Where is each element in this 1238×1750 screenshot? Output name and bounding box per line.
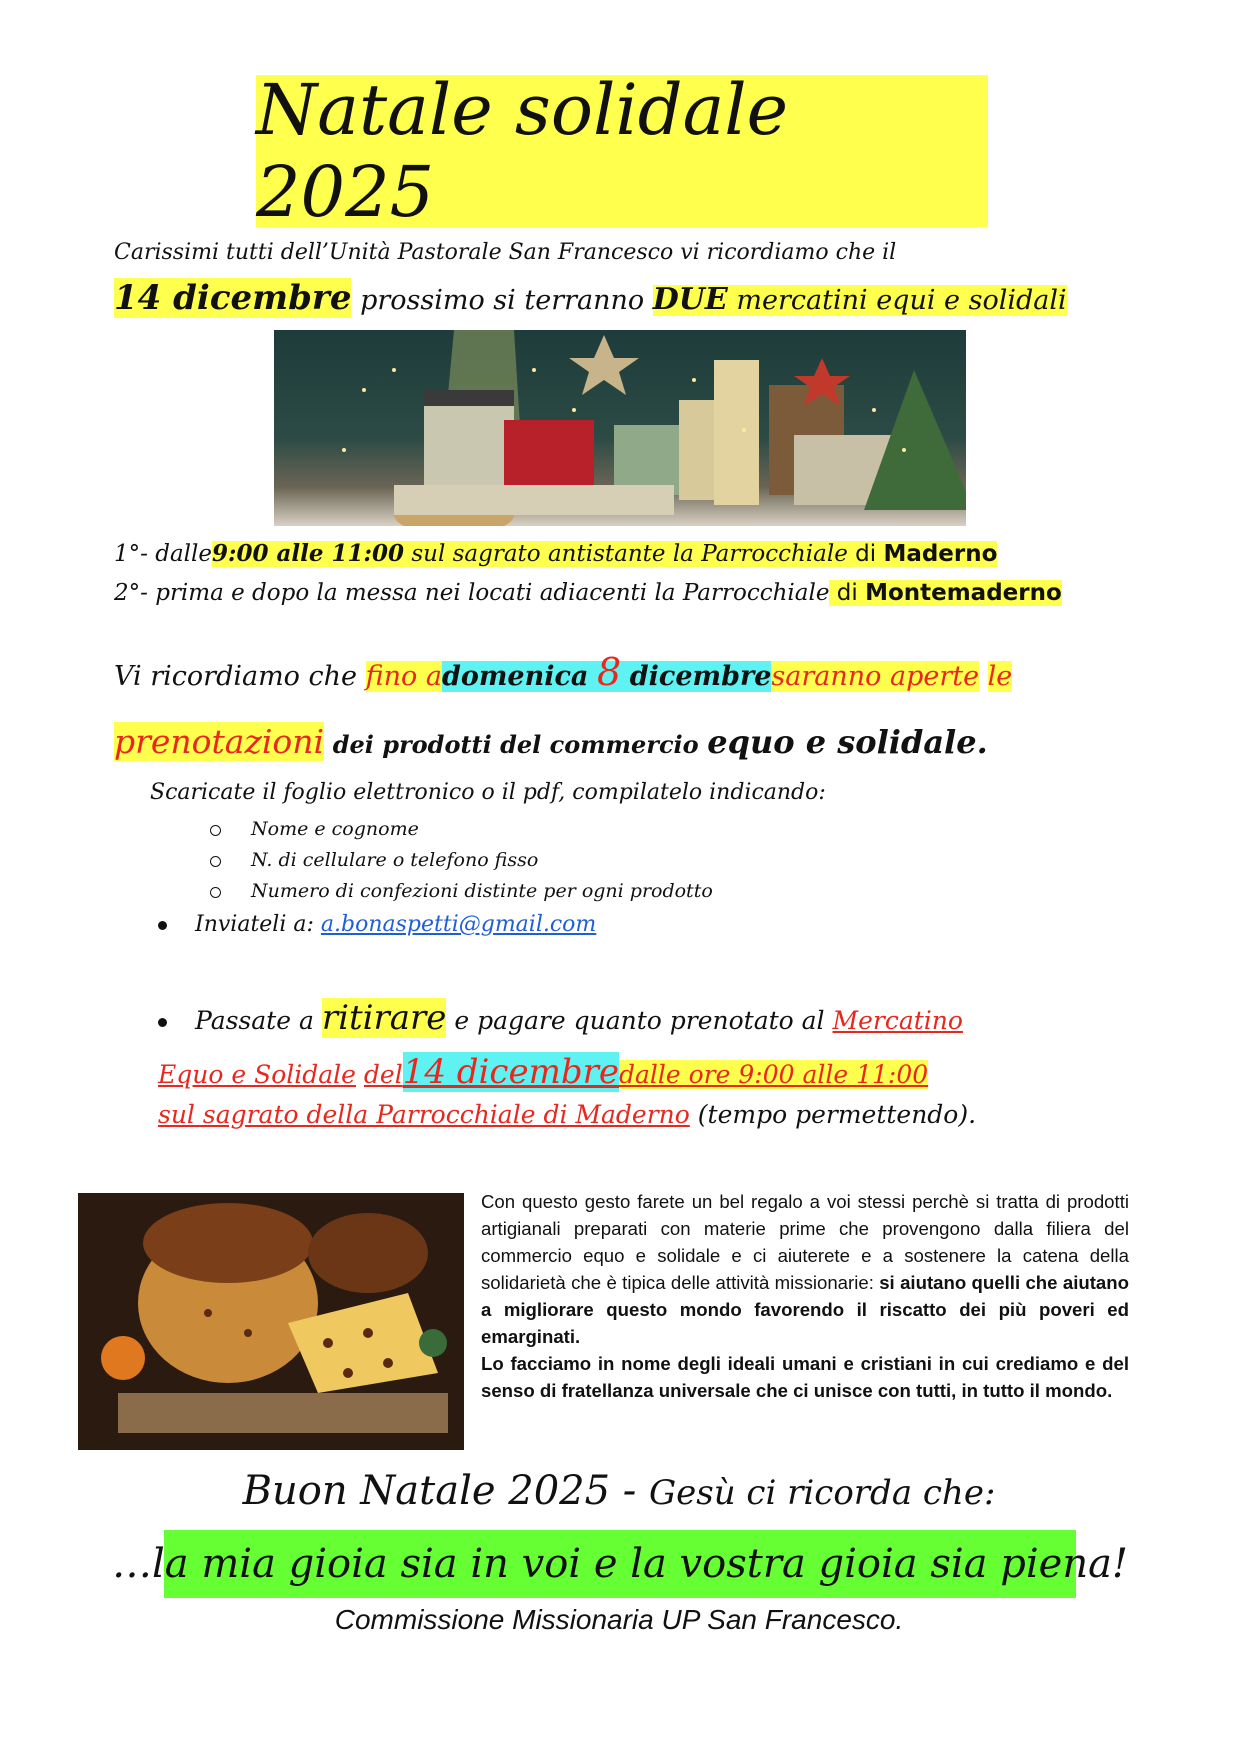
announcement-rest: mercatini equi e solidali xyxy=(736,285,1067,316)
download-instructions: Scaricate il foglio elettronico o il pdf, compilatelo indicando: xyxy=(150,780,826,805)
reminder-le: le xyxy=(987,661,1013,692)
market-1-di: di xyxy=(855,541,877,567)
intro-text: Carissimi tutti dell’Unità Pastorale San Francesco vi ricordiamo che il xyxy=(114,240,897,265)
paragraph-bold-1: si aiutano quelli che aiutano a migliorare questo mondo favorendo il riscatto dei più poveri ed emarginati. xyxy=(481,1272,1129,1347)
pickup-weather: (tempo permettendo). xyxy=(697,1100,977,1129)
market-1-place: Maderno xyxy=(883,541,998,567)
gospel-quote xyxy=(112,1530,1128,1598)
announcement-mid: prossimo si terranno xyxy=(360,285,645,316)
email-link[interactable]: a.bonaspetti@gmail.com xyxy=(320,912,597,937)
reminder-day-number: 8 xyxy=(597,650,622,694)
pickup-line-2 xyxy=(158,1052,928,1092)
market-1 xyxy=(114,540,997,567)
greeting-main: Buon Natale 2025 - xyxy=(242,1468,637,1514)
reminder-lead: Vi ricordiamo che xyxy=(114,661,358,692)
pickup-line-1 xyxy=(158,998,963,1038)
market-2 xyxy=(114,580,1062,606)
list-item-phone: N. di cellulare o telefono fisso xyxy=(251,849,539,871)
pickup-del: del xyxy=(363,1060,403,1089)
mission-paragraph xyxy=(481,1188,1129,1404)
reminder-sunday: domenica xyxy=(441,661,589,692)
signature: Commissione Missionaria UP San Francesco. xyxy=(334,1604,904,1635)
market-1-location: sul sagrato antistante la Parrocchiale xyxy=(411,541,848,567)
panettone-photo xyxy=(78,1193,464,1450)
market-2-di: di xyxy=(836,580,858,606)
market-1-time: 9:00 alle 11:00 xyxy=(211,540,405,567)
reminder-until: fino a xyxy=(365,661,442,692)
list-item-quantity: Numero di confezioni distinte per ogni prodotto xyxy=(251,880,713,902)
pickup-pass: Passate a xyxy=(195,1006,314,1035)
market-announcement xyxy=(114,278,1067,318)
reminder-products: dei prodotti del commercio xyxy=(332,730,699,759)
reminder-fair-trade: equo e solidale. xyxy=(707,723,988,761)
market-2-pre: 2°- prima e dopo la messa nei locati adiacenti la Parrocchiale xyxy=(114,580,830,606)
booking-reminder-cont xyxy=(114,722,988,761)
due-label: DUE xyxy=(652,282,728,317)
pickup-collect: ritirare xyxy=(321,998,447,1038)
greeting-sub: Gesù ci ricorda che: xyxy=(649,1473,996,1513)
quote-text: …la mia gioia sia in voi e la vostra gioia sia piena! xyxy=(112,1541,1128,1587)
pickup-market: Mercatino xyxy=(832,1006,963,1035)
reminder-bookings: prenotazioni xyxy=(114,722,325,761)
list-item xyxy=(210,849,538,871)
paragraph-text: Con questo gesto farete un bel regalo a voi stessi perchè si tratta di prodotti artigianali preparati con materie prime che provengono dalla filiera del commercio equo e solidale e ci aiuterete e a sostenere la catena della solidarietà che è tipica delle attività missionarie: xyxy=(481,1191,1129,1293)
poster-title: Natale solidale 2025 xyxy=(256,75,988,227)
pickup-line-3 xyxy=(158,1100,976,1129)
pickup-pay: e pagare quanto prenotato al xyxy=(454,1006,825,1035)
send-to xyxy=(158,912,596,937)
pickup-hours: dalle ore 9:00 alle 11:00 xyxy=(618,1060,929,1089)
market-date: 14 dicembre xyxy=(114,278,352,318)
list-item xyxy=(210,880,713,902)
send-label: Inviateli a: xyxy=(195,912,314,937)
christmas-greeting xyxy=(0,1468,1238,1514)
list-item xyxy=(210,818,419,840)
market-1-pre: 1°- dalle xyxy=(114,541,212,567)
booking-reminder xyxy=(114,650,1012,694)
pickup-date: 14 dicembre xyxy=(402,1052,619,1092)
pickup-place: sul sagrato della Parrocchiale di Maderno xyxy=(158,1100,690,1129)
paragraph-bold-2: Lo facciamo in nome degli ideali umani e cristiani in cui crediamo e del senso di fratellanza universale che ci unisce con tutti, in tutto il mondo. xyxy=(481,1353,1129,1401)
reminder-open: saranno aperte xyxy=(771,661,980,692)
list-item-name: Nome e cognome xyxy=(251,818,419,840)
fair-trade-products-photo xyxy=(274,330,966,526)
pickup-fair: Equo e Solidale xyxy=(158,1060,356,1089)
reminder-month: dicembre xyxy=(629,661,772,692)
market-2-place: Montemaderno xyxy=(865,580,1062,606)
